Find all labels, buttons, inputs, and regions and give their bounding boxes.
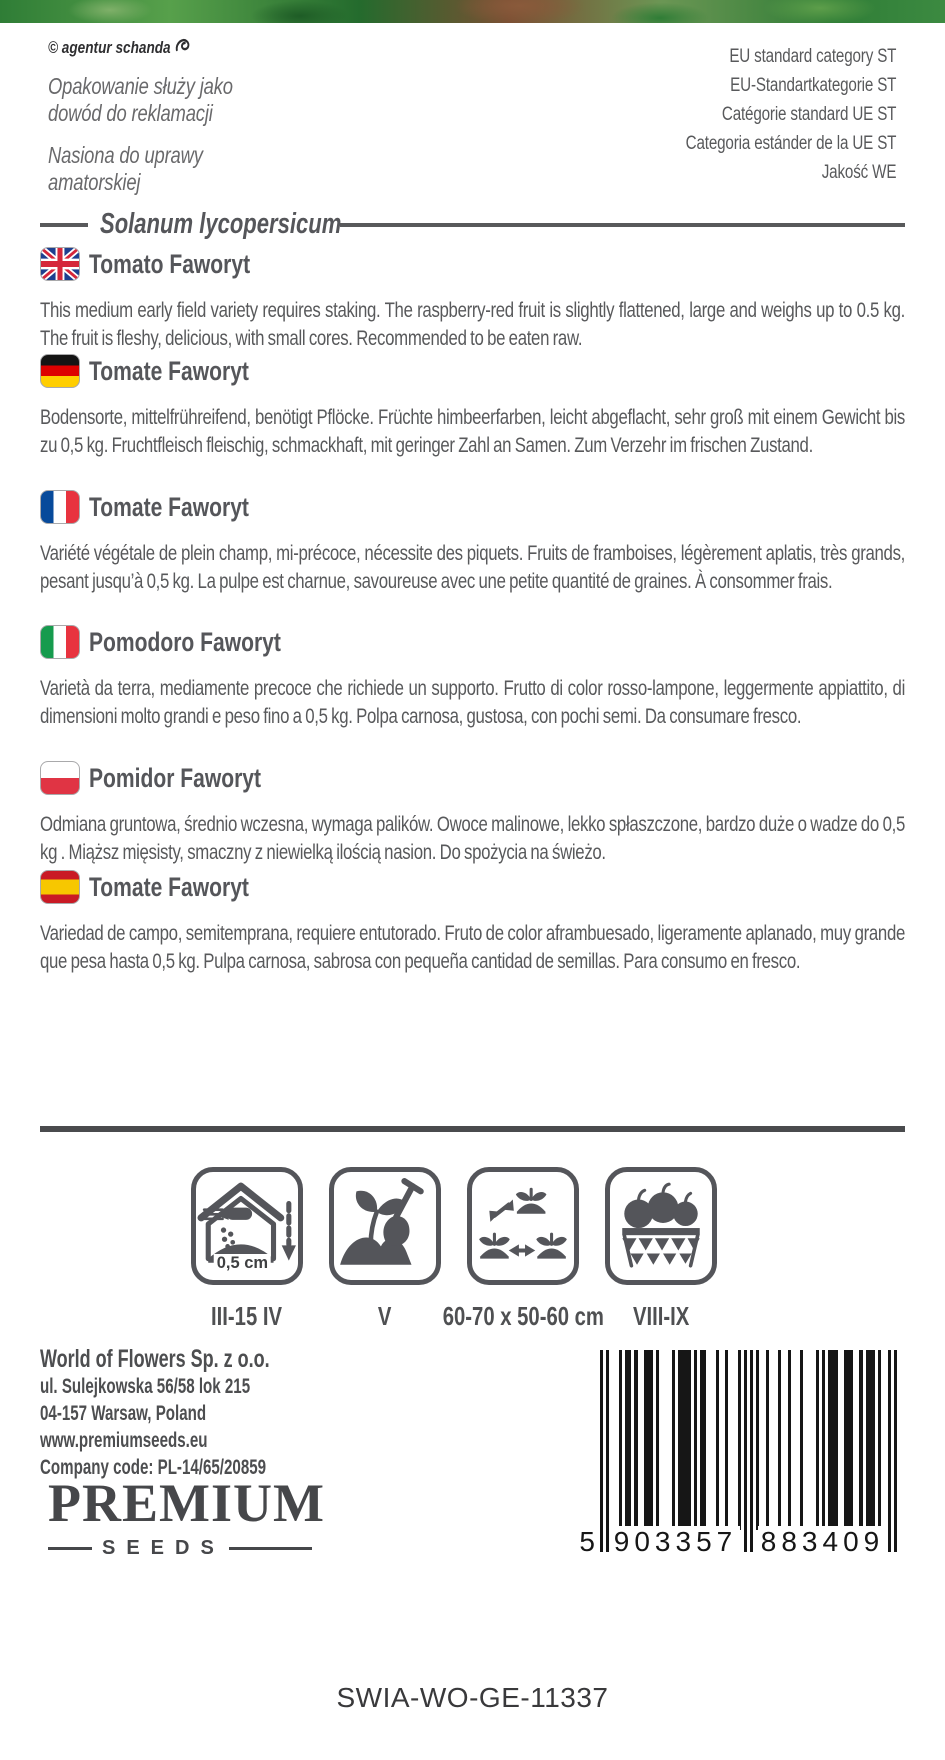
species-title: Solanum lycopersicum [100,208,342,240]
section-german [40,351,905,459]
company-code: Company code: PL-14/65/20859 [40,1456,267,1479]
pictogram-planting [329,1167,441,1332]
variety-title: Tomate Faworyt [89,871,249,902]
section-french [40,487,905,595]
brand-rule-left [48,1547,92,1550]
uk-flag-icon [40,247,80,281]
planting-period-label: V [378,1301,392,1331]
spacing-icon [467,1167,579,1285]
harvest-icon [605,1167,717,1285]
barcode-bars [600,1350,898,1552]
germany-flag-icon [40,354,80,388]
italy-flag-icon [40,625,80,659]
category-line: Categoria estánder de la UE ST [685,133,896,154]
brand-subtitle: SEEDS [102,1537,225,1559]
company-website: www.premiumseeds.eu [40,1429,208,1452]
amateur-note: Nasiona do uprawy amatorskiej [48,142,203,195]
section-english [40,244,905,352]
brand-rule-right [229,1547,312,1550]
category-line: Catégorie standard UE ST [721,104,896,125]
section-spanish [40,867,905,975]
variety-title: Pomidor Faworyt [89,762,262,793]
variety-description: This medium early field variety requires staking. The raspberry-red fruit is slightly flattened, large and weighs up to 0.5 kg. The fruit is fleshy, delicious, with small cores. Recommended to be eaten raw. [40,299,905,350]
pictogram-sowing [191,1167,303,1332]
spain-flag-icon [40,870,80,904]
variety-description: Varietà da terra, mediamente precoce che richiede un supporto. Frutto di color rosso-lampone, leggermente appiattito, di dimensioni molto grandi e peso fino a 0,5 kg. Polpa carnosa, gustosa, con pochi semi. Da consumare fresco. [40,677,905,728]
france-flag-icon [40,490,80,524]
barcode-digits-right: 883409 [758,1526,887,1558]
category-block [685,42,896,187]
section-italian [40,622,905,730]
pictogram-harvest [605,1167,717,1332]
ean13-barcode [579,1350,898,1565]
product-reference-code: SWIA-WO-GE-11337 [336,1682,609,1713]
company-address-line: 04-157 Warsaw, Poland [40,1402,207,1425]
variety-description: Odmiana gruntowa, średnio wczesna, wymaga palików. Owoce malinowe, lekko spłaszczone, bardzo duże o wadze do 0,5 kg . Miąższ mięsisty, smaczny z niewielką ilością nasion. Do spożycia na świeżo. [40,813,905,864]
brand-name: PREMIUM [48,1473,325,1533]
poland-flag-icon [40,761,80,795]
company-name: World of Flowers Sp. z o.o. [40,1345,270,1373]
sowing-depth-icon [191,1167,303,1285]
header-left [48,37,236,196]
plant-photo-strip [0,0,945,23]
section-divider [40,1126,905,1132]
variety-description: Bodensorte, mittelfrühreifend, benötigt Pflöcke. Früchte himbeerfarben, leicht abgeflacht, sehr groß mit einem Gewicht bis zu 0,5 kg. Fruchtfleisch fleischig, schmackhaft, mit geringer Zahl an Samen. Zum Verzehr im frischen Zustand. [40,406,905,457]
category-line: EU standard category ST [729,46,896,67]
harvest-period-label: VIII-IX [632,1301,690,1331]
pictogram-spacing [442,1167,604,1332]
category-line: EU-Standartkategorie ST [729,75,896,96]
variety-title: Tomate Faworyt [89,355,249,386]
planting-icon [329,1167,441,1285]
agency-swirl-icon [175,37,193,58]
variety-title: Tomate Faworyt [89,491,249,522]
title-rule-right [340,223,905,227]
section-polish [40,758,905,866]
pictogram-row [191,1167,717,1332]
barcode-digit-first: 5 [573,1526,595,1558]
barcode-digits-left: 903357 [611,1526,740,1558]
company-address-line: ul. Sulejkowska 56/58 lok 215 [40,1375,251,1398]
sowing-period-label: III-15 IV [211,1301,283,1331]
claim-note: Opakowanie służy jako dowód do reklamacji [48,73,233,126]
variety-description: Variedad de campo, semitemprana, requiere entutorado. Fruto de color aframbuesado, ligeramente aplanado, muy grande que pesa hasta 0,5 kg. Pulpa carnosa, sabrosa con pequeña cantidad de semillas. Para consumo en fresco. [40,922,905,973]
title-rule-left [40,223,88,227]
copyright-text: © agentur schanda [48,37,171,57]
variety-title: Pomodoro Faworyt [89,626,281,657]
sowing-depth-value: 0,5 cm [214,1254,271,1273]
variety-title: Tomato Faworyt [89,248,251,279]
brand-logo [48,1473,325,1560]
category-line: Jakość WE [821,162,896,183]
variety-description: Variété végétale de plein champ, mi-précoce, nécessite des piquets. Fruits de framboises, légèrement aplatis, très grands, pesant jusqu’à 0,5 kg. La pulpe est charnue, savoureuse avec une petite quantité de graines. À consommer frais. [40,542,905,593]
spacing-label: 60-70 x 50-60 cm [442,1301,604,1331]
species-title-row [40,208,905,241]
agency-credit [48,37,236,58]
